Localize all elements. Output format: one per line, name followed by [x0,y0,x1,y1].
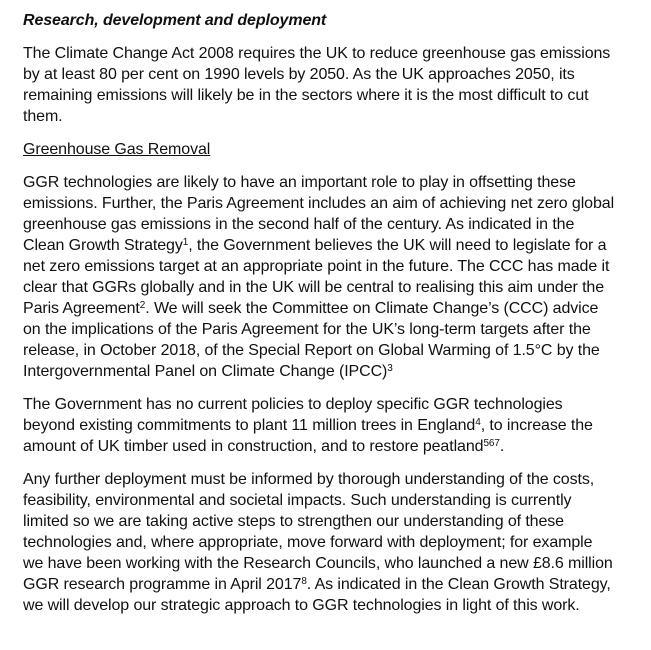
text-run: Intergovernmental Panel on Climate Change (IPCC) [23,363,388,380]
footnote-marker-8: 8 [301,575,307,587]
text-line [23,415,631,436]
text-line: we have been working with the Research Councils, who launched a new £8.6 million [23,555,613,572]
intro-paragraph [23,43,631,127]
text-run: . As indicated in the Clean Growth Strategy, [306,576,611,593]
ggr-paragraph-1 [23,172,631,382]
text-line: limited so we are taking active steps to strengthen our understanding of these [23,513,564,530]
document-title: Research, development and deployment [23,12,327,29]
text-run: Clean Growth Strategy [23,237,183,254]
text-line: technologies and, where appropriate, move forward with deployment; for example [23,534,593,551]
text-line: them. [23,108,63,125]
footnote-marker-1: 1 [182,236,189,248]
text-line: GGR technologies are likely to have an important role to play in offsetting these [23,174,576,191]
footnote-marker-567: 567 [483,437,500,449]
text-line [23,574,631,595]
text-line [23,361,631,382]
text-run: . [499,438,505,455]
text-line: Any further deployment must be informed by thorough understanding of the costs, [23,471,595,488]
text-run: beyond existing commitments to plant 11 million trees in England [23,417,476,434]
text-line: greenhouse gas emissions in the second half of the century. As indicated in the [23,216,575,233]
text-line: clear that GGRs globally and in the UK will be central to realising this aim under the [23,279,605,296]
text-run: , the Government believes the UK will need to legislate for a [188,237,607,254]
text-line [23,235,631,256]
footnote-marker-4: 4 [475,416,481,428]
text-run: . We will seek the Committee on Climate Change’s (CCC) advice [145,300,599,317]
text-line: The Climate Change Act 2008 requires the UK to reduce greenhouse gas emissions [23,45,611,62]
footnote-marker-3: 3 [387,362,393,374]
ggr-paragraph-3 [23,469,631,616]
text-line [23,298,631,319]
text-line: feasibility, environmental and societal impacts. Such understanding is currently [23,492,572,509]
text-run: , to increase the [480,417,593,434]
text-line: emissions. Further, the Paris Agreement includes an aim of achieving net zero global [23,195,615,212]
ggr-paragraph-2 [23,394,631,457]
section-heading: Greenhouse Gas Removal [23,141,211,158]
text-run: Paris Agreement [23,300,140,317]
text-line [23,436,631,457]
footnote-marker-2: 2 [139,299,146,311]
text-line: we will develop our strategic approach to GGR technologies in light of this work. [23,597,580,614]
text-run: GGR research programme in April 2017 [23,576,302,593]
text-line: The Government has no current policies to deploy specific GGR technologies [23,396,563,413]
text-line: release, in October 2018, of the Special Report on Global Warming of 1.5°C by the [23,342,600,359]
text-run: amount of UK timber used in construction, and to restore peatland [23,438,484,455]
text-line: by at least 80 per cent on 1990 levels by 2050. As the UK approaches 2050, its [23,66,575,83]
text-line: remaining emissions will likely be in the sectors where it is the most difficult to cut [23,87,589,104]
text-line: on the implications of the Paris Agreement for the UK’s long-term targets after the [23,321,591,338]
text-line: net zero emissions target at an appropriate point in the future. The CCC has made it [23,258,610,275]
